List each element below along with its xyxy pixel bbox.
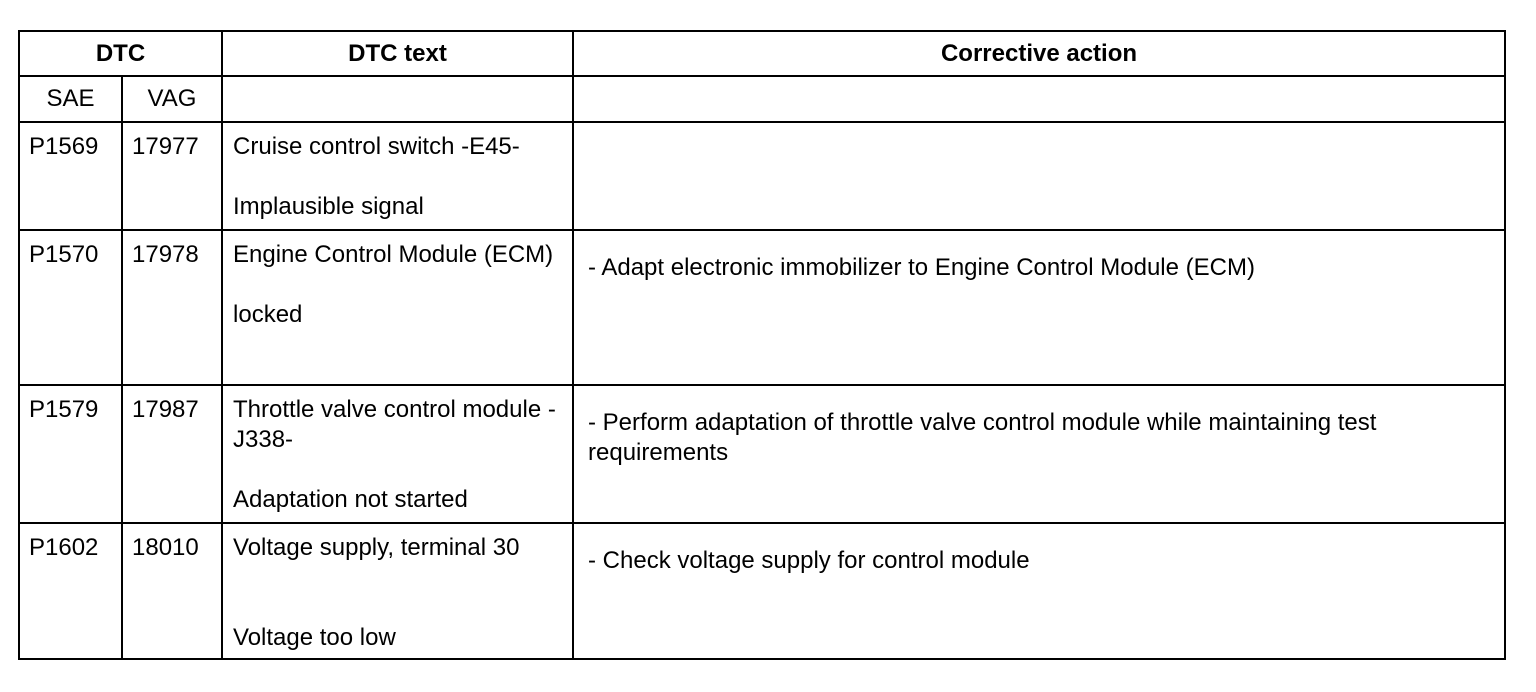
- table-row: [19, 523, 1505, 659]
- dtc-text-main: Throttle valve control module -J338-: [233, 396, 556, 453]
- dtc-text-main: Voltage supply, terminal 30: [233, 534, 520, 561]
- dtc-text-detail: locked: [233, 301, 303, 328]
- vag-code: 17978: [122, 230, 222, 385]
- sae-code: P1579: [19, 385, 122, 523]
- dtc-text-main: Engine Control Module (ECM): [233, 241, 554, 268]
- subheader-vag: VAG: [122, 76, 222, 122]
- vag-code: 17987: [122, 385, 222, 523]
- subheader-empty-action: [573, 76, 1505, 122]
- subheader-sae: SAE: [19, 76, 122, 122]
- header-row: [19, 31, 1505, 76]
- dtc-text-detail: Adaptation not started: [233, 486, 468, 513]
- vag-code: 17977: [122, 122, 222, 230]
- subheader-row: [19, 76, 1505, 122]
- dtc-text-detail: Voltage too low: [233, 624, 396, 651]
- dtc-text-cell: [222, 122, 573, 230]
- table-row: [19, 385, 1505, 523]
- vag-code: 18010: [122, 523, 222, 659]
- header-dtc: DTC: [19, 31, 222, 76]
- sae-code: P1569: [19, 122, 122, 230]
- dtc-table: [18, 30, 1506, 660]
- table-row: [19, 122, 1505, 230]
- corrective-action: - Check voltage supply for control module: [573, 523, 1505, 659]
- dtc-text-detail: Implausible signal: [233, 193, 424, 220]
- dtc-text-cell: [222, 385, 573, 523]
- corrective-action: [573, 122, 1505, 230]
- dtc-text-cell: [222, 230, 573, 385]
- dtc-text-main: Cruise control switch -E45-: [233, 133, 520, 160]
- sae-code: P1602: [19, 523, 122, 659]
- dtc-text-cell: [222, 523, 573, 659]
- subheader-empty-text: [222, 76, 573, 122]
- header-corrective-action: Corrective action: [573, 31, 1505, 76]
- sae-code: P1570: [19, 230, 122, 385]
- header-dtc-text: DTC text: [222, 31, 573, 76]
- corrective-action: - Perform adaptation of throttle valve control module while maintaining test requirements: [573, 385, 1505, 523]
- corrective-action: - Adapt electronic immobilizer to Engine Control Module (ECM): [573, 230, 1505, 385]
- table-row: [19, 230, 1505, 385]
